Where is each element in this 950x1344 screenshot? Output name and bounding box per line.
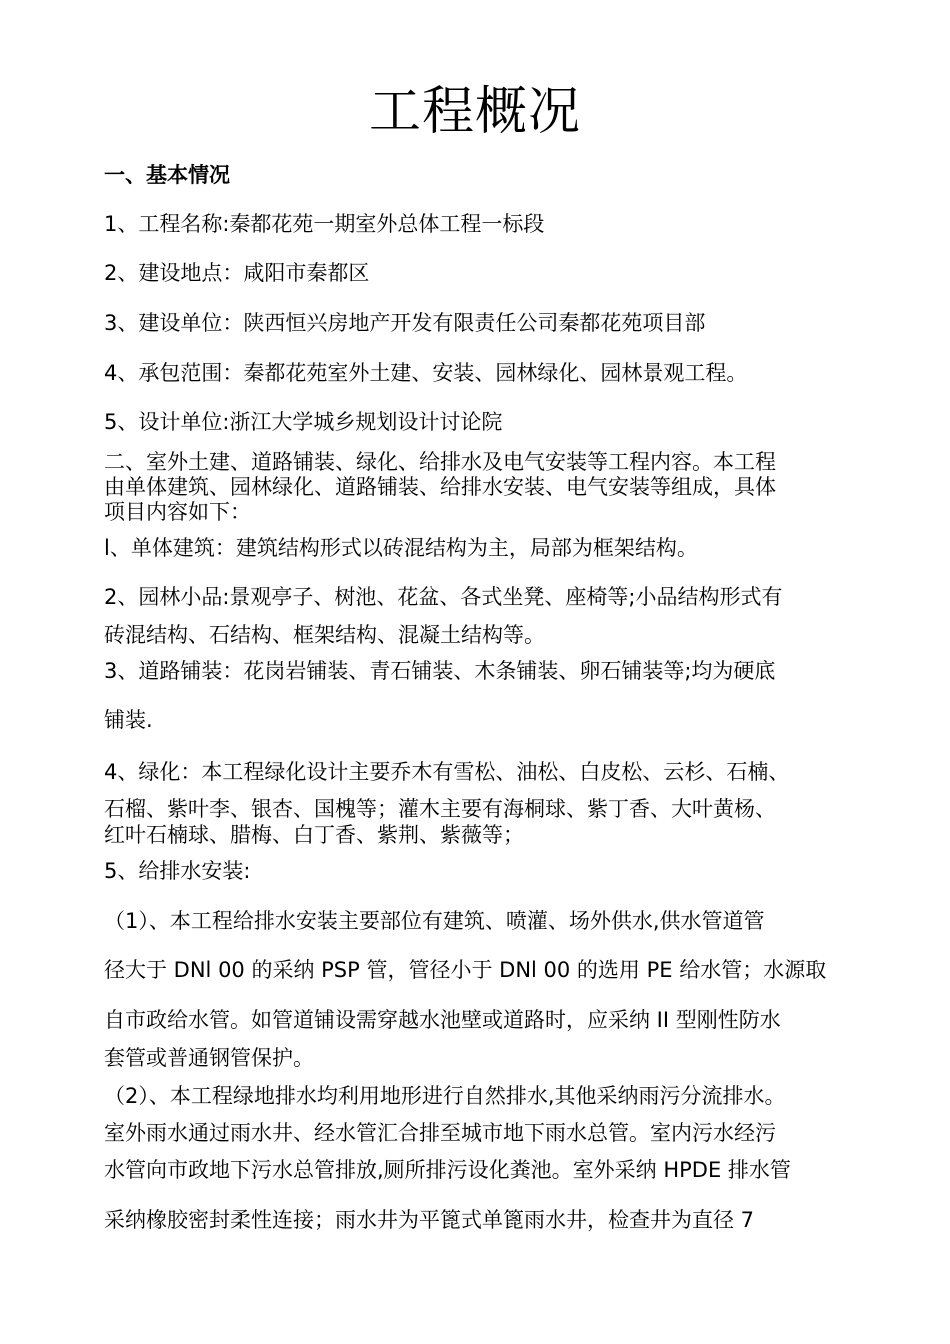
paragraph-line: 5、给排水安装: — [104, 859, 251, 883]
paragraph-line: 红叶石楠球、腊梅、白丁香、紫荆、紫薇等； — [104, 823, 524, 847]
paragraph-line: 4、绿化：本工程绿化设计主要乔木有雪松、油松、白皮松、云杉、石楠、 — [104, 760, 790, 784]
paragraph-line: 1、工程名称:秦都花苑一期室外总体工程一标段 — [104, 212, 545, 236]
section-heading-basic-info: 一、基本情况 — [104, 163, 230, 187]
paragraph-line: （2）、本工程绿地排水均利用地形进行自然排水,其他采纳雨污分流排水。 — [104, 1084, 786, 1108]
paragraph-line: 3、建设单位：陕西恒兴房地产开发有限责任公司秦都花苑项目部 — [104, 311, 706, 335]
paragraph-line: 2、建设地点：咸阳市秦都区 — [104, 261, 370, 285]
paragraph-line: 径大于 DNl 00 的采纳 PSP 管，管径小于 DNl 00 的选用 PE 给水管；水源取 — [104, 958, 827, 982]
paragraph-line: 砖混结构、石结构、框架结构、混凝土结构等。 — [104, 623, 545, 647]
paragraph-line: 项目内容如下： — [104, 500, 251, 524]
paragraph-line: l、单体建筑：建筑结构形式以砖混结构为主，局部为框架结构。 — [104, 536, 698, 560]
paragraph-line: 水管向市政地下污水总管排放,厕所排污设化粪池。室外采纳 HPDE 排水管 — [104, 1158, 791, 1182]
paragraph-line: 采纳橡胶密封柔性连接；雨水井为平篦式单篦雨水井，检查井为直径 7 — [104, 1208, 755, 1232]
paragraph-line: 2、园林小品:景观亭子、树池、花盆、各式坐凳、座椅等;小品结构形式有 — [104, 585, 783, 609]
paragraph-line: 4、承包范围：秦都花苑室外土建、安装、园林绿化、园林景观工程。 — [104, 361, 748, 385]
paragraph-line: 3、道路铺装：花岗岩铺装、青石铺装、木条铺装、卵石铺装等;均为硬底 — [104, 659, 776, 683]
paragraph-line: （1）、本工程给排水安装主要部位有建筑、喷灌、场外供水,供水管道管 — [104, 909, 765, 933]
paragraph-line: 5、设计单位:浙江大学城乡规划设计讨论院 — [104, 410, 503, 434]
paragraph-line: 自市政给水管。如管道铺设需穿越水池壁或道路时，应采纳 II 型刚性防水 — [104, 1008, 781, 1032]
paragraph-line: 室外雨水通过雨水井、经水管汇合排至城市地下雨水总管。室内污水经污 — [104, 1121, 776, 1145]
paragraph-line: 铺装. — [104, 708, 153, 732]
paragraph-line: 由单体建筑、园林绿化、道路铺装、给排水安装、电气安装等组成，具体 — [104, 475, 776, 499]
paragraph-line: 二、室外土建、道路铺装、绿化、给排水及电气安装等工程内容。本工程 — [104, 450, 776, 474]
document-title: 工程概况 — [368, 82, 581, 142]
paragraph-line: 套管或普通钢管保护。 — [104, 1046, 314, 1070]
paragraph-line: 石榴、紫叶李、银杏、国槐等；灌木主要有海桐球、紫丁香、大叶黄杨、 — [104, 797, 776, 821]
